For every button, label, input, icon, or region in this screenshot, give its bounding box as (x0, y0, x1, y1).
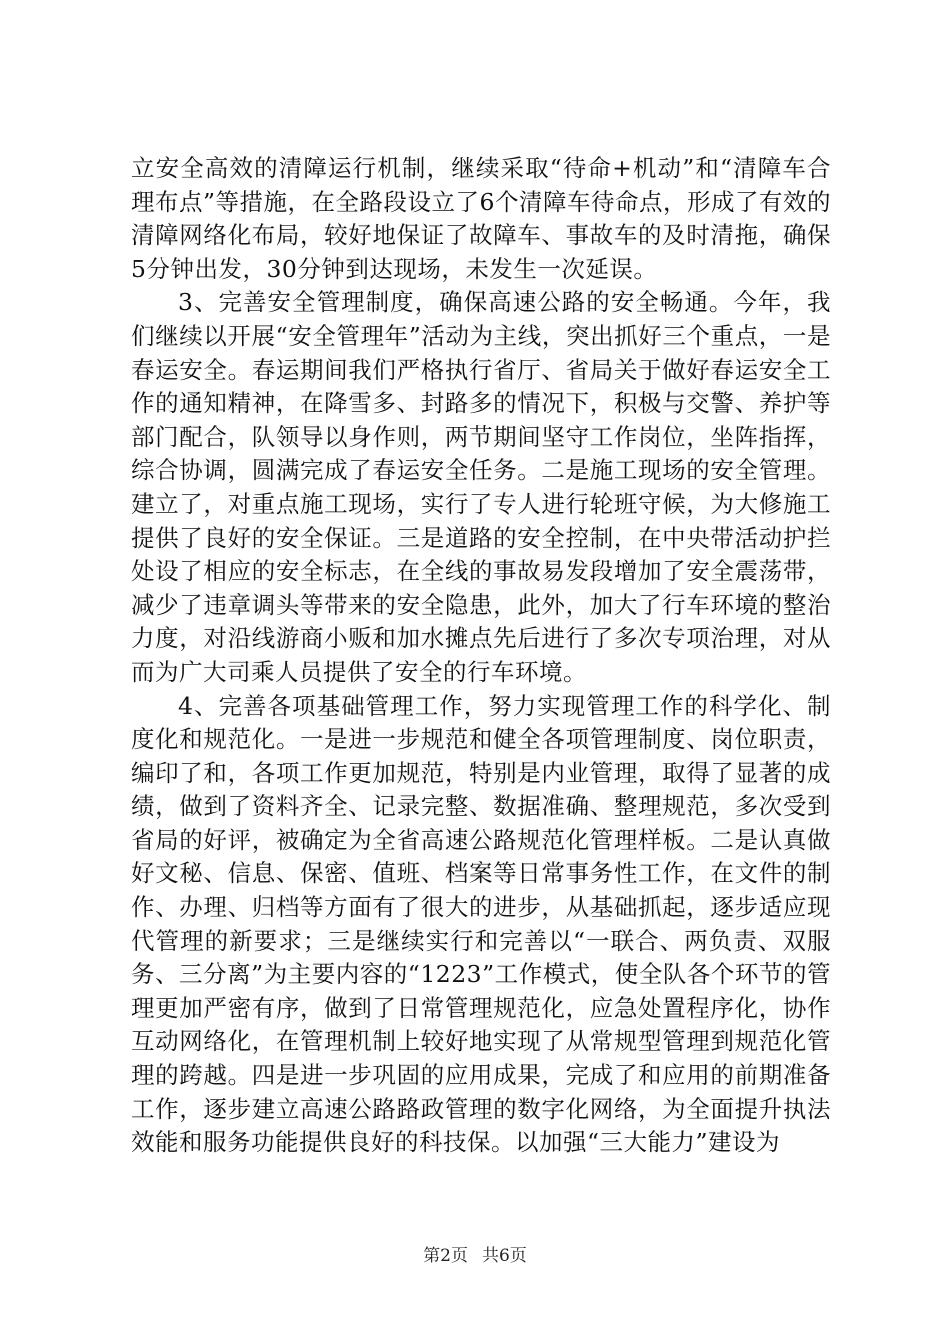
paragraph-safety-management: 3、完善安全管理制度，确保高速公路的安全畅通。今年，我们继续以开展“安全管理年”活动为主线，突出抓好三个重点，一是春运安全。春运期间我们严格执行省厅、省局关于做好春运安全工作的通知精神，在降雪多、封路多的情况下，积极与交警、养护等部门配合，队领导以身作则，两节期间坚守工作岗位，坐阵指挥，综合协调，圆满完成了春运安全任务。二是施工现场的安全管理。建立了，对重点施工现场，实行了专人进行轮班守候，为大修施工提供了良好的安全保证。三是道路的安全控制，在中央带活动护拦处设了相应的安全标志，在全线的事故易发段增加了安全震荡带，减少了违章调头等带来的安全隐患，此外，加大了行车环境的整治力度，对沿线游商小贩和加水摊点先后进行了多次专项治理，对从而为广大司乘人员提供了安全的行车环境。 (131, 288, 831, 686)
paragraph-basic-management: 4、完善各项基础管理工作，努力实现管理工作的科学化、制度化和规范化。一是进一步规范和健全各项管理制度、岗位职责，编印了和，各项工作更加规范，特别是内业管理，取得了显著的成绩，做到了资料齐全、记录完整、数据准确、整理规范，多次受到省局的好评，被确定为全省高速公路规范化管理样板。二是认真做好文秘、信息、保密、值班、档案等日常事务性工作，在文件的制作、办理、归档等方面有了很大的进步，从基础抓起，逐步适应现代管理的新要求；三是继续实行和完善以“一联合、两负责、双服务、三分离”为主要内容的“1223”工作模式，使全队各个环节的管理更加严密有序，做到了日常管理规范化，应急处置程序化，协作互动网络化，在管理机制上较好地实现了从常规型管理到规范化管理的跨越。四是进一步巩固的应用成果，完成了和应用的前期准备工作，逐步建立高速公路路政管理的数字化网络，为全面提升执法效能和服务功能提供良好的科技保。以加强“三大能力”建设为 (131, 691, 831, 1157)
page-number: 第2页 (423, 1246, 468, 1266)
page-total: 共6页 (482, 1246, 527, 1266)
page-footer (0, 1244, 950, 1268)
document-body (131, 152, 831, 1160)
paragraph-clearance-mechanism: 立安全高效的清障运行机制，继续采取“待命+机动”和“清障车合理布点”等措施，在全路段设立了6个清障车待命点，形成了有效的清障网络化布局，较好地保证了故障车、事故车的及时清拖，确保5分钟出发，30分钟到达现场，未发生一次延误。 (131, 154, 831, 283)
